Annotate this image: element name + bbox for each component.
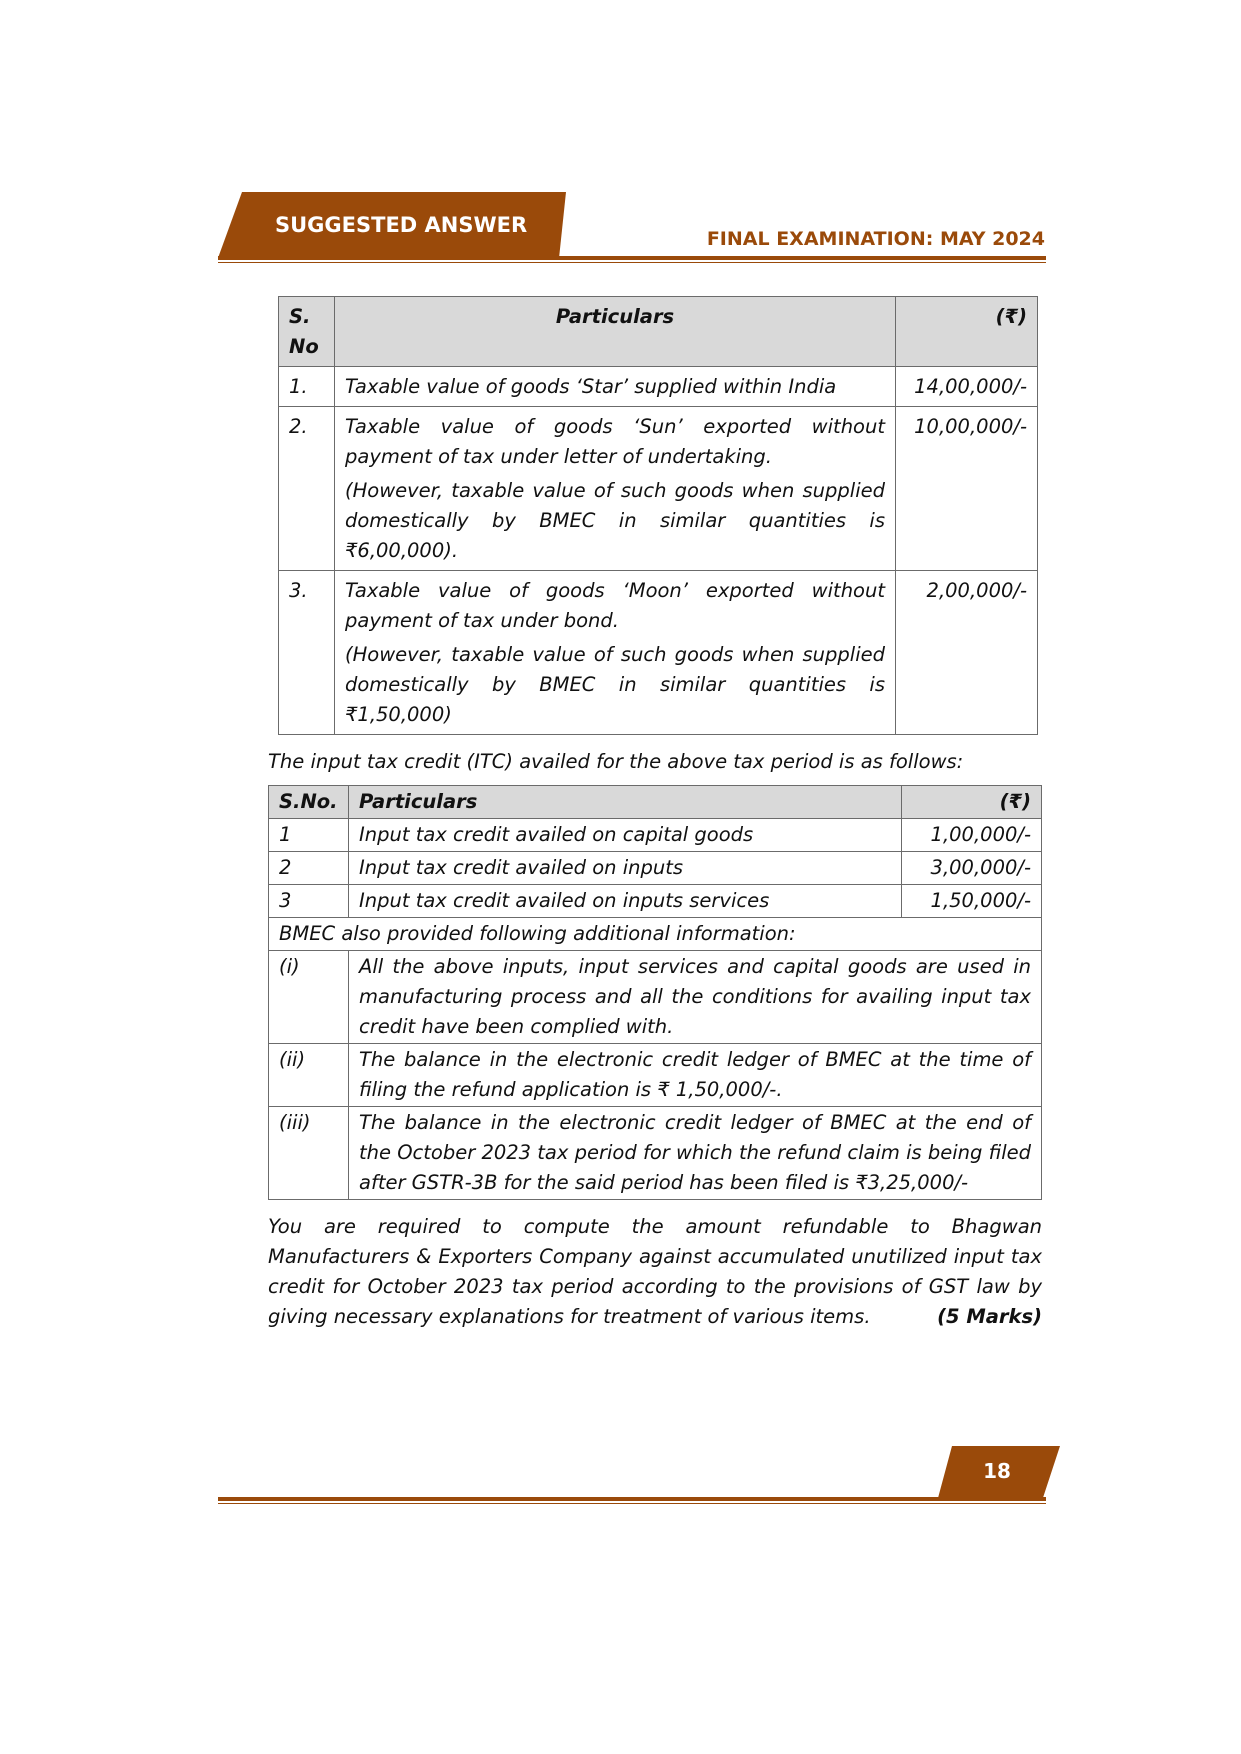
additional-info-row (269, 951, 1042, 1044)
row-amount: 10,00,000/- (896, 407, 1038, 571)
row-particulars (335, 367, 896, 407)
additional-info-row (269, 1107, 1042, 1200)
table-row (269, 885, 1042, 918)
row-sno: 3 (269, 885, 349, 918)
header-sno: S. No (279, 297, 335, 367)
additional-info-heading-row (269, 918, 1042, 951)
row-sno: 1 (269, 819, 349, 852)
table-header-row (279, 297, 1038, 367)
page-number: 18 (983, 1459, 1011, 1483)
additional-info-text: All the above inputs, input services and capital goods are used in manufacturing process and all the conditions for availing input tax credit have been complied with. (349, 951, 1042, 1044)
closing-paragraph (268, 1212, 1042, 1332)
row-sno: 2 (269, 852, 349, 885)
table-header-row (269, 786, 1042, 819)
additional-info-number: (ii) (269, 1044, 349, 1107)
header-sno: S.No. (269, 786, 349, 819)
additional-info-number: (i) (269, 951, 349, 1044)
supplies-table (278, 296, 1038, 735)
row-amount: 3,00,000/- (902, 852, 1042, 885)
row-sno: 1. (279, 367, 335, 407)
row-particulars: Input tax credit availed on inputs (349, 852, 902, 885)
row-particulars-note: (However, taxable value of such goods when supplied domestically by BMEC in similar quantities is ₹1,50,000) (345, 643, 885, 726)
header-particulars: Particulars (335, 297, 896, 367)
header-particulars: Particulars (349, 786, 902, 819)
row-amount: 1,00,000/- (902, 819, 1042, 852)
row-particulars-text: Taxable value of goods ‘Moon’ exported without payment of tax under bond. (345, 579, 885, 632)
row-particulars-text: Taxable value of goods ‘Sun’ exported without payment of tax under letter of undertaking. (345, 415, 885, 468)
header-tab-label: SUGGESTED ANSWER (275, 213, 528, 237)
additional-info-text: The balance in the electronic credit ledger of BMEC at the time of filing the refund application is ₹ 1,50,000/-. (349, 1044, 1042, 1107)
row-amount: 14,00,000/- (896, 367, 1038, 407)
header-amount: (₹) (902, 786, 1042, 819)
additional-info-number: (iii) (269, 1107, 349, 1200)
page-content (268, 296, 1042, 1332)
footer-rule-thin (218, 1503, 1046, 1504)
row-amount: 2,00,000/- (896, 571, 1038, 735)
table-row (269, 819, 1042, 852)
additional-info-heading: BMEC also provided following additional information: (269, 918, 1042, 951)
additional-info-text: The balance in the electronic credit ledger of BMEC at the end of the October 2023 tax period for which the refund claim is being filed after GSTR-3B for the said period has been filed is ₹3,25,000/- (349, 1107, 1042, 1200)
row-particulars: Input tax credit availed on capital goods (349, 819, 902, 852)
row-particulars: Input tax credit availed on inputs services (349, 885, 902, 918)
row-amount: 1,50,000/- (902, 885, 1042, 918)
row-particulars (335, 571, 896, 735)
row-sno: 2. (279, 407, 335, 571)
table-row (279, 367, 1038, 407)
additional-info-row (269, 1044, 1042, 1107)
closing-text: You are required to compute the amount refundable to Bhagwan Manufacturers & Exporters Company against accumulated unutilized input tax credit for October 2023 tax period according to the provisions of GST law by giving necessary explanations for treatment of various items. (268, 1215, 1042, 1328)
table-row (279, 571, 1038, 735)
table-row (269, 852, 1042, 885)
header-amount: (₹) (896, 297, 1038, 367)
table-row (279, 407, 1038, 571)
marks-label: (5 Marks) (937, 1305, 1042, 1328)
itc-intro-text: The input tax credit (ITC) availed for the above tax period is as follows: (268, 750, 964, 773)
header-rule-thin (218, 262, 1046, 263)
row-particulars-text: Taxable value of goods ‘Star’ supplied within India (345, 375, 837, 398)
exam-title: FINAL EXAMINATION: MAY 2024 (706, 228, 1045, 250)
itc-table (268, 785, 1042, 1200)
row-sno: 3. (279, 571, 335, 735)
footer-rule (218, 1497, 1046, 1501)
row-particulars-note: (However, taxable value of such goods when supplied domestically by BMEC in similar quantities is ₹6,00,000). (345, 479, 885, 562)
header-rule (218, 256, 1046, 260)
row-particulars (335, 407, 896, 571)
